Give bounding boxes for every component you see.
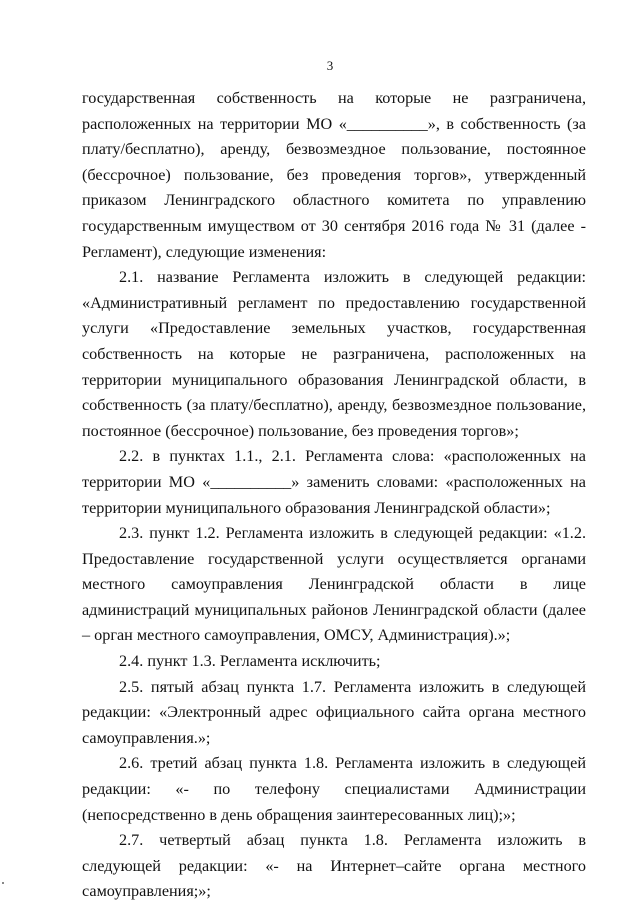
document-body (82, 86, 586, 905)
paragraph-2-3: 2.3. пункт 1.2. Регламента изложить в следующей редакции: «1.2. Предоставление государственной услуги осуществляется органами местного самоуправления Ленинградской области в лице администраций муниципальных районов Ленинградской области (далее – орган местного самоуправления, ОМСУ, Администрация).»; (82, 524, 586, 645)
scan-mark (2, 882, 4, 884)
paragraph-continuation: государственная собственность на которые не разграничена, расположенных на территории МО «__________», в собственность (за плату/бесплатно), аренду, безвозмездное пользование, постоянное (бессрочное) пользование, без проведения торгов», утвержденный приказом Ленинградского областного комитета по управлению государственным имуществом от 30 сентября 2016 года № 31 (далее - Регламент), следующие изменения: (82, 89, 586, 261)
paragraph-2-6: 2.6. третий абзац пункта 1.8. Регламента изложить в следующей редакции: «- по телефону специалистами Администрации (непосредственно в день обращения заинтересованных лиц);»; (82, 754, 586, 824)
paragraph-2-2: 2.2. в пунктах 1.1., 2.1. Регламента слова: «расположенных на территории МО «__________» заменить словами: «расположенных на территории муниципального образования Ленинградской области»; (82, 447, 586, 517)
paragraph-2-5: 2.5. пятый абзац пункта 1.7. Регламента изложить в следующей редакции: «Электронный адрес официального сайта органа местного самоуправления.»; (82, 677, 586, 747)
paragraph-2-4: 2.4. пункт 1.3. Регламента исключить; (119, 652, 381, 671)
paragraph-2-1: 2.1. название Регламента изложить в следующей редакции: «Административный регламент по предоставлению государственной услуги «Предоставление земельных участков, государственная собственность на которые не разграничена, расположенных на территории муниципального образования Ленинградской области, в собственность (за плату/бесплатно), аренду, безвозмездное пользование, постоянное (бессрочное) пользование, без проведения торгов»; (82, 268, 586, 440)
page-number: 3 (326, 58, 334, 73)
paragraph-2-7: 2.7. четвертый абзац пункта 1.8. Регламента изложить в следующей редакции: «- на Интернет–сайте органа местного самоуправления;»; (82, 831, 586, 901)
